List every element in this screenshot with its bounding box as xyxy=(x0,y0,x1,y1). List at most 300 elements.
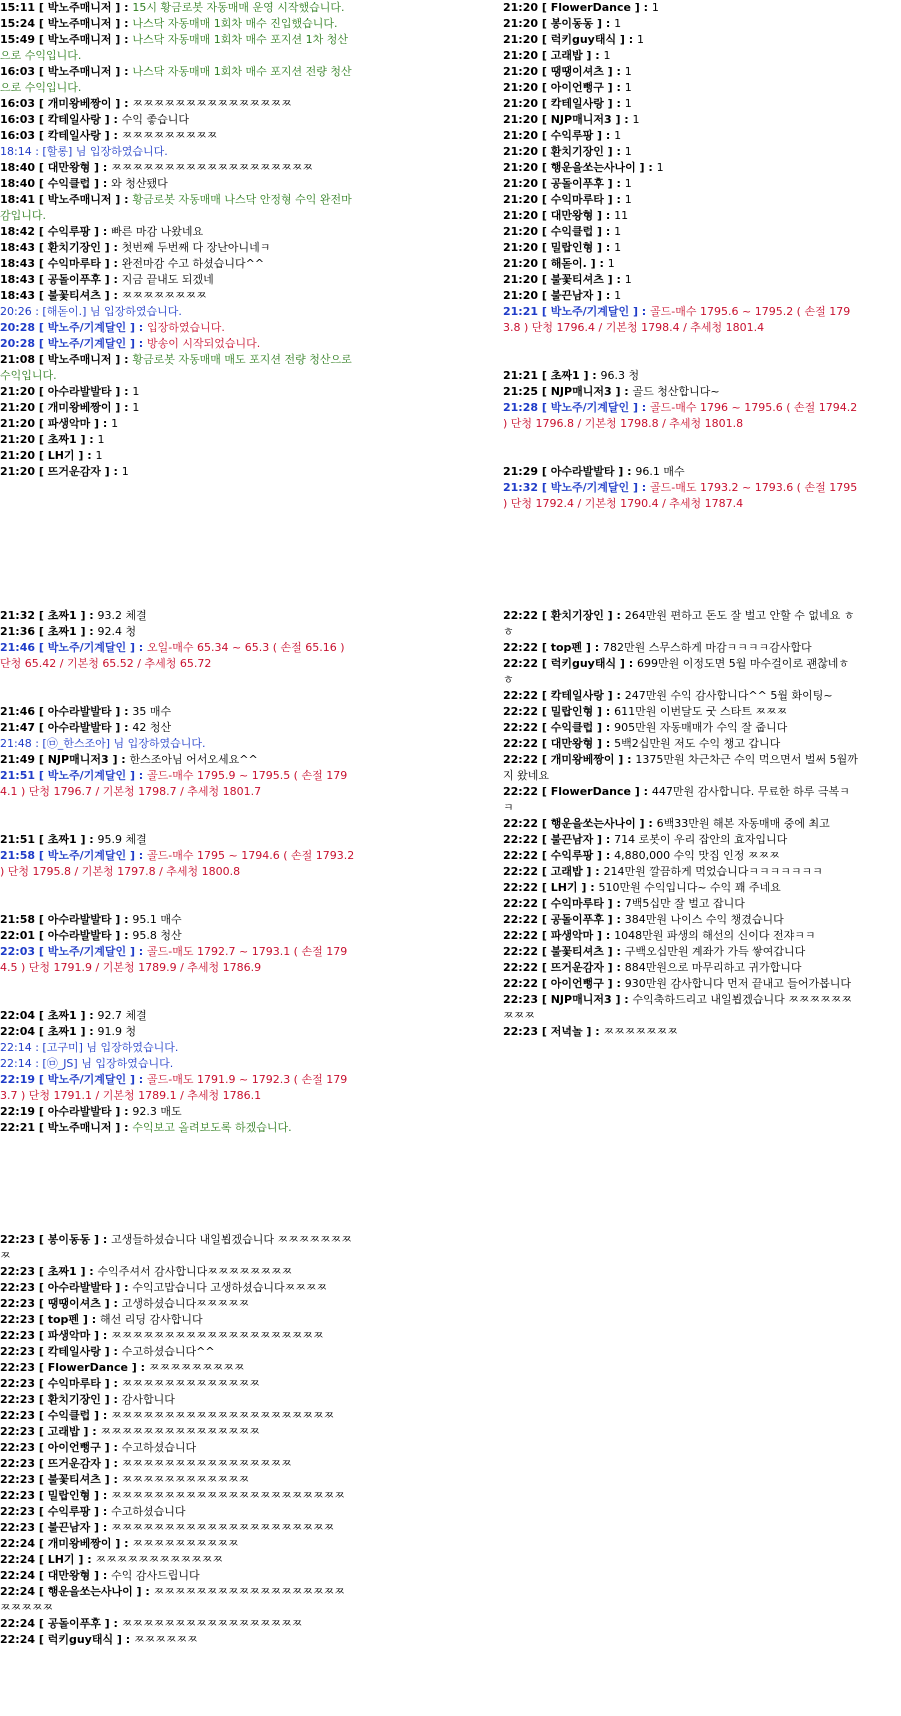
bracket-close: ] : xyxy=(100,1441,122,1454)
chat-message xyxy=(0,640,355,672)
sender-name[interactable]: 칵테일사랑 xyxy=(47,113,101,126)
chat-message xyxy=(0,1536,355,1552)
bracket-open: [ xyxy=(35,1329,48,1342)
bracket-close: ] : xyxy=(593,225,615,238)
message-time: 22:23 xyxy=(0,1281,36,1294)
bracket-open: [ xyxy=(538,913,551,926)
sender-name[interactable]: 저녁놀 xyxy=(550,1025,583,1038)
bracket-open: [ xyxy=(538,817,551,830)
chat-message xyxy=(503,656,858,688)
sender-name[interactable]: 땡땡이셔츠 xyxy=(550,65,604,78)
bracket-open: [ xyxy=(35,1489,48,1502)
chat-message xyxy=(0,400,355,416)
sender-name[interactable]: 박노주/기계달인 xyxy=(47,641,127,654)
message-text: ㅉㅉㅉㅉㅉㅉㅉㅉㅉㅉㅉㅉㅉㅉㅉㅉㅉㅉㅉㅉㅉ xyxy=(111,1521,335,1534)
message-text: ㅉㅉㅉㅉㅉㅉ xyxy=(134,1633,198,1646)
bracket-close: ] : xyxy=(577,881,599,894)
chat-message xyxy=(0,1280,355,1296)
sender-name[interactable]: 개미왕베짱이 xyxy=(550,753,615,766)
sender-name[interactable]: 환치기장인 xyxy=(47,241,101,254)
bracket-open: [ xyxy=(538,609,551,622)
bracket-open: [ xyxy=(35,417,48,430)
chat-message xyxy=(0,608,355,624)
sender-name[interactable]: 환치기장인 xyxy=(550,145,604,158)
bracket-close: ] : xyxy=(579,369,601,382)
bracket-open: [ xyxy=(538,97,551,110)
sender-name[interactable]: 박노주/기계달인 xyxy=(47,337,127,350)
bracket-open: [ xyxy=(35,385,48,398)
sender-name[interactable]: 공돌이푸후 xyxy=(550,913,604,926)
bracket-open: [ xyxy=(35,1425,48,1438)
sender-name[interactable]: 아이언뻥구 xyxy=(550,81,604,94)
sender-name[interactable]: 수익클럽 xyxy=(47,177,91,190)
bracket-open: [ xyxy=(35,353,48,366)
bracket-open: [ xyxy=(538,289,551,302)
message-time: 22:22 xyxy=(503,913,539,926)
message-time: 21:29 xyxy=(503,465,539,478)
message-text: 247만원 수익 감사합니다^^ 5월 화이팅~ xyxy=(624,689,833,702)
bracket-open: [ xyxy=(35,193,48,206)
message-text: ㅉㅉㅉㅉㅉㅉㅉㅉㅉㅉㅉㅉㅉㅉㅉㅉㅉㅉㅉㅉㅉ xyxy=(111,1409,335,1422)
sender-name[interactable]: 수익루팡 xyxy=(47,1505,91,1518)
message-time: 22:22 xyxy=(503,689,539,702)
message-text: 골드-매수 1796 ~ 1795.6 ( 손절 1794.2 ) 단청 1796.8 / 기본청 1798.8 / 추세청 1801.8 xyxy=(503,401,858,430)
chat-message xyxy=(0,1392,355,1408)
sender-name[interactable]: 불꽃티셔츠 xyxy=(47,1473,101,1486)
message-text: 감사합니다 xyxy=(121,1393,175,1406)
message-time: 22:23 xyxy=(0,1329,36,1342)
message-time: 21:47 xyxy=(0,721,36,734)
sender-name[interactable]: 파생악마 xyxy=(550,929,594,942)
sender-name[interactable]: 밀랍인형 xyxy=(47,1489,91,1502)
message-time: 21:20 xyxy=(503,113,539,126)
message-time: 22:04 xyxy=(0,1009,36,1022)
message-text: 96.1 매수 xyxy=(635,465,685,478)
sender-name[interactable]: 수익클럽 xyxy=(550,225,594,238)
sender-name[interactable]: 박노주매니저 xyxy=(47,33,112,46)
sender-name[interactable]: 땡땡이셔츠 xyxy=(47,1297,101,1310)
bracket-close: ] : xyxy=(593,737,615,750)
sender-name[interactable]: 박노주매니저 xyxy=(47,65,112,78)
message-text: 447만원 감사합니다. 무료한 하루 극복ㅋㅋ xyxy=(503,785,850,814)
bracket-close: ] : xyxy=(603,609,625,622)
chat-spacer xyxy=(503,336,858,368)
sender-name[interactable]: 환치기장인 xyxy=(550,609,604,622)
chat-message xyxy=(503,832,858,848)
chat-message xyxy=(0,1328,355,1344)
sender-name[interactable]: 초짜1 xyxy=(47,625,77,638)
sender-name[interactable]: 개미왕베짱이 xyxy=(47,97,112,110)
sender-name[interactable]: 박노주/기계달인 xyxy=(550,401,630,414)
sender-name[interactable]: top펜 xyxy=(47,1313,80,1326)
sender-name[interactable]: 대만왕형 xyxy=(47,161,91,174)
sender-name[interactable]: 초짜1 xyxy=(550,369,580,382)
sender-name[interactable]: 불끈남자 xyxy=(47,1521,91,1534)
bracket-open: [ xyxy=(538,865,551,878)
bracket-open: [ xyxy=(35,321,48,334)
message-time: 22:22 xyxy=(503,705,539,718)
chat-message xyxy=(0,1104,355,1120)
sender-name[interactable]: 아수라발발타 xyxy=(550,465,615,478)
bracket-close: ] : xyxy=(611,113,633,126)
chat-panel-2 xyxy=(503,0,858,512)
bracket-open: [ xyxy=(35,177,48,190)
bracket-close: ] : xyxy=(113,1633,135,1646)
bracket-close: ] : xyxy=(90,225,112,238)
chat-message xyxy=(0,1568,355,1584)
sender-name[interactable]: 초짜1 xyxy=(47,1265,77,1278)
bracket-open: [ xyxy=(35,1441,48,1454)
sender-name[interactable]: 개미왕베짱이 xyxy=(47,401,112,414)
bracket-open: [ xyxy=(538,193,551,206)
sender-name[interactable]: 개미왕베짱이 xyxy=(47,1537,112,1550)
message-text: 수익고맙습니다 고생하셨습니다ㅉㅉㅉㅉ xyxy=(132,1281,328,1294)
bracket-open: [ xyxy=(538,849,551,862)
chat-message xyxy=(0,720,355,736)
bracket-open: [ xyxy=(35,225,48,238)
bracket-close: ] : xyxy=(603,273,625,286)
bracket-open: [ xyxy=(35,337,48,350)
sender-name[interactable]: 파생악마 xyxy=(47,417,91,430)
bracket-open: [ xyxy=(538,17,551,30)
sender-name[interactable]: FlowerDance xyxy=(47,1361,128,1374)
chat-message xyxy=(503,896,858,912)
sender-name[interactable]: 뜨거운감자 xyxy=(550,961,604,974)
sender-name[interactable]: 수익루팡 xyxy=(550,849,594,862)
sender-name[interactable]: 행운을쏘는사나이 xyxy=(550,817,636,830)
message-text: 905만원 자동매매가 수익 잘 줍니다 xyxy=(614,721,788,734)
bracket-open: [ xyxy=(538,65,551,78)
message-text: 골드-매수 1795 ~ 1794.6 ( 손절 1793.2 ) 단청 1795.8 / 기본청 1797.8 / 추세청 1800.8 xyxy=(0,849,355,878)
message-text: 수고하셨습니다 xyxy=(121,1441,197,1454)
bracket-close: ] : xyxy=(593,705,615,718)
message-text: 골드-매도 1791.9 ~ 1792.3 ( 손절 1793.7 ) 단청 1791.1 / 기본청 1789.1 / 추세청 1786.1 xyxy=(0,1073,348,1102)
message-time: 21:08 xyxy=(0,353,36,366)
chat-message xyxy=(0,32,355,64)
sender-name[interactable]: 럭키guy태식 xyxy=(47,1633,114,1646)
sender-name[interactable]: 박노주매니저 xyxy=(47,353,112,366)
message-time: 22:23 xyxy=(0,1313,36,1326)
message-text: ㅉㅉㅉㅉㅉㅉㅉㅉㅉ xyxy=(121,129,218,142)
sender-name[interactable]: 박노주/기계달인 xyxy=(550,481,630,494)
bracket-open: [ xyxy=(35,849,48,862)
bracket-close: ] : xyxy=(603,193,625,206)
bracket-close: ] : xyxy=(111,1,133,14)
sender-name[interactable]: 행운을쏘는사나이 xyxy=(47,1585,133,1598)
message-time: 21:20 xyxy=(503,129,539,142)
message-time: 22:22 xyxy=(503,929,539,942)
bracket-open: [ xyxy=(538,305,551,318)
chat-message xyxy=(503,944,858,960)
sender-name[interactable]: 수익마루타 xyxy=(47,1377,101,1390)
message-time: 22:23 xyxy=(0,1297,36,1310)
bracket-close: ] : xyxy=(603,689,625,702)
sender-name[interactable]: 럭키guy태식 xyxy=(550,33,617,46)
message-text: 92.7 체결 xyxy=(97,1009,147,1022)
sender-name[interactable]: 아이언뻥구 xyxy=(47,1441,101,1454)
sender-name[interactable]: 불끈남자 xyxy=(550,289,594,302)
chat-message xyxy=(0,1584,355,1616)
bracket-close: ] : xyxy=(614,465,636,478)
chat-message xyxy=(503,48,858,64)
chat-message xyxy=(503,80,858,96)
message-text: 나스닥 자동매매 1회차 매수 포지션 1차 청산으로 수익입니다. xyxy=(0,33,349,62)
message-text: 5백2십만원 저도 수익 챙고 갑니다 xyxy=(614,737,781,750)
sender-name[interactable]: 칵테일사랑 xyxy=(47,1345,101,1358)
chat-message xyxy=(0,240,355,256)
sender-name[interactable]: 아수라발발타 xyxy=(47,1105,112,1118)
message-text: 95.8 청산 xyxy=(132,929,182,942)
message-time: 21:58 xyxy=(0,913,36,926)
sender-name[interactable]: LH기 xyxy=(550,881,578,894)
bracket-close: ] : xyxy=(582,49,604,62)
message-time: 21:28 xyxy=(503,401,539,414)
sender-name[interactable]: 럭키guy태식 xyxy=(550,657,617,670)
message-text: 골드-매수 1795.6 ~ 1795.2 ( 손절 1793.8 ) 단청 1796.4 / 기본청 1798.4 / 추세청 1801.4 xyxy=(503,305,851,334)
message-text: ㅉㅉㅉㅉㅉㅉㅉ xyxy=(603,1025,678,1038)
message-text: 1 xyxy=(95,449,103,462)
sender-name[interactable]: 대만왕형 xyxy=(550,737,594,750)
sender-name[interactable]: 고래밥 xyxy=(47,1425,80,1438)
bracket-open: [ xyxy=(538,929,551,942)
sender-name[interactable]: 밀랍인형 xyxy=(550,705,594,718)
sender-name[interactable]: 불끈남자 xyxy=(550,833,594,846)
message-text: 92.3 매도 xyxy=(132,1105,182,1118)
sender-name[interactable]: 수익클럽 xyxy=(47,1409,91,1422)
bracket-close: ] : xyxy=(603,177,625,190)
chat-message xyxy=(0,160,355,176)
chat-message xyxy=(0,448,355,464)
message-text: 오일-매수 65.34 ~ 65.3 ( 손절 65.16 ) 단청 65.42 / 기본청 65.52 / 추세청 65.72 xyxy=(0,641,345,670)
bracket-close: ] : xyxy=(100,1377,122,1390)
sender-name[interactable]: 수익마루타 xyxy=(47,257,101,270)
chat-message xyxy=(0,1408,355,1424)
bracket-close: ] : xyxy=(100,1297,122,1310)
bracket-close: ] : xyxy=(76,1009,98,1022)
message-time: 22:23 xyxy=(0,1233,36,1246)
message-time: 22:03 xyxy=(0,945,36,958)
message-time: 22:01 xyxy=(0,929,36,942)
sender-name[interactable]: 아수라발발타 xyxy=(47,385,112,398)
system-notice xyxy=(0,736,355,752)
sender-name[interactable]: NJP매니저3 xyxy=(550,385,612,398)
sender-name[interactable]: 해돋이. xyxy=(550,257,587,270)
bracket-open: [ xyxy=(35,289,48,302)
bracket-open: [ xyxy=(35,609,48,622)
chat-message xyxy=(503,240,858,256)
sender-name[interactable]: 고래밥 xyxy=(550,49,583,62)
sender-name[interactable]: 박노주/기계달인 xyxy=(550,305,630,318)
chat-message xyxy=(0,832,355,848)
bracket-close: ] : xyxy=(582,1025,604,1038)
message-time: 21:20 xyxy=(503,209,539,222)
bracket-open: [ xyxy=(35,1585,48,1598)
chat-message xyxy=(0,912,355,928)
bracket-close: ] : xyxy=(111,913,133,926)
bracket-open: [ xyxy=(35,33,48,46)
chat-message xyxy=(503,880,858,896)
sender-name[interactable]: top펜 xyxy=(550,641,583,654)
chat-message xyxy=(503,208,858,224)
chat-message xyxy=(503,640,858,656)
sender-name[interactable]: 아수라발발타 xyxy=(47,929,112,942)
message-text: 1 xyxy=(624,65,632,78)
sender-name[interactable]: 불꽃티셔츠 xyxy=(47,289,101,302)
sender-name[interactable]: 고래밥 xyxy=(550,865,583,878)
sender-name[interactable]: 대만왕형 xyxy=(550,209,594,222)
chat-message xyxy=(503,160,858,176)
message-time: 22:22 xyxy=(503,721,539,734)
chat-message xyxy=(0,128,355,144)
chat-panel-5 xyxy=(0,1232,355,1648)
sender-name[interactable]: 칵테일사랑 xyxy=(550,97,604,110)
sender-name[interactable]: LH기 xyxy=(47,1553,75,1566)
sender-name[interactable]: 칵테일사랑 xyxy=(550,689,604,702)
bracket-close: ] : xyxy=(586,257,608,270)
message-time: 21:20 xyxy=(503,193,539,206)
sender-name[interactable]: 수익마루타 xyxy=(550,193,604,206)
message-time: 22:22 xyxy=(503,977,539,990)
sender-name[interactable]: 행운을쏘는사나이 xyxy=(550,161,636,174)
message-time: 18:43 xyxy=(0,241,36,254)
sender-name[interactable]: 공돌이푸후 xyxy=(550,177,604,190)
sender-name[interactable]: 아이언뻥구 xyxy=(550,977,604,990)
message-time: 22:04 xyxy=(0,1025,36,1038)
message-time: 22:23 xyxy=(0,1345,36,1358)
bracket-close: ] : xyxy=(76,1025,98,1038)
sender-name[interactable]: NJP매니저3 xyxy=(550,113,612,126)
bracket-close: ] : xyxy=(603,897,625,910)
sender-name[interactable]: 초짜1 xyxy=(47,609,77,622)
chat-message xyxy=(503,720,858,736)
message-text: 384만원 나이스 수익 챙겼습니다 xyxy=(624,913,784,926)
sender-name[interactable]: 박노주매니저 xyxy=(47,17,112,30)
message-time: 22:19 xyxy=(0,1073,36,1086)
sender-name[interactable]: 박노주매니저 xyxy=(47,1,112,14)
bracket-open: [ xyxy=(35,929,48,942)
bracket-close: ] : xyxy=(76,1265,98,1278)
bracket-open: [ xyxy=(538,945,551,958)
bracket-open: [ xyxy=(35,1009,48,1022)
bracket-close: ] : xyxy=(90,1489,112,1502)
sender-name[interactable]: 봉이동동 xyxy=(550,17,594,30)
sender-name[interactable]: 초짜1 xyxy=(47,433,77,446)
sender-name[interactable]: 수익클럽 xyxy=(550,721,594,734)
bracket-close: ] : xyxy=(100,241,122,254)
sender-name[interactable]: 봉이동동 xyxy=(47,1233,91,1246)
bracket-close: ] : xyxy=(111,705,133,718)
sender-name[interactable]: NJP매니저3 xyxy=(550,993,612,1006)
message-time: 21:20 xyxy=(503,81,539,94)
chat-message xyxy=(503,112,858,128)
bracket-close: ] : xyxy=(90,1521,112,1534)
message-text: 95.9 체결 xyxy=(97,833,147,846)
sender-name[interactable]: 박노주/기계달인 xyxy=(47,849,127,862)
sender-name[interactable]: 불꽃티셔츠 xyxy=(550,945,604,958)
message-time: 18:43 xyxy=(0,257,36,270)
bracket-open: [ xyxy=(538,833,551,846)
sender-name[interactable]: 칵테일사랑 xyxy=(47,129,101,142)
bracket-open: [ xyxy=(538,209,551,222)
message-time: 15:24 xyxy=(0,17,36,30)
bracket-close: ] : xyxy=(126,849,148,862)
sender-name[interactable]: 박노주/기계달인 xyxy=(47,769,127,782)
sender-name[interactable]: FlowerDance xyxy=(550,1,631,14)
sender-name[interactable]: 밀랍인형 xyxy=(550,241,594,254)
sender-name[interactable]: 수익마루타 xyxy=(550,897,604,910)
bracket-close: ] : xyxy=(629,481,651,494)
bracket-open: [ xyxy=(35,1377,48,1390)
message-time: 22:23 xyxy=(503,1025,539,1038)
bracket-open: [ xyxy=(35,257,48,270)
message-time: 22:24 xyxy=(0,1617,36,1630)
sender-name[interactable]: 공돌이푸후 xyxy=(47,273,101,286)
chat-message xyxy=(503,928,858,944)
chat-message xyxy=(0,272,355,288)
bracket-close: ] : xyxy=(111,401,133,414)
message-text: 골드-매도 1792.7 ~ 1793.1 ( 손절 1794.5 ) 단청 1791.9 / 기본청 1789.9 / 추세청 1786.9 xyxy=(0,945,348,974)
sender-name[interactable]: NJP매니저3 xyxy=(47,753,109,766)
chat-message xyxy=(503,0,858,16)
sender-name[interactable]: 수익루팡 xyxy=(47,225,91,238)
chat-message xyxy=(0,432,355,448)
bracket-close: ] : xyxy=(126,641,148,654)
sender-name[interactable]: 초짜1 xyxy=(47,1009,77,1022)
message-text: 1 xyxy=(637,33,645,46)
sender-name[interactable]: 아수라발발타 xyxy=(47,1281,112,1294)
message-text: 수익보고 올려보도록 하겠습니다. xyxy=(132,1121,292,1134)
sender-name[interactable]: 아수라발발타 xyxy=(47,705,112,718)
sender-name[interactable]: 박노주/기계달인 xyxy=(47,1073,127,1086)
bracket-close: ] : xyxy=(593,17,615,30)
bracket-open: [ xyxy=(35,273,48,286)
bracket-close: ] : xyxy=(127,1361,149,1374)
chat-spacer xyxy=(503,432,858,464)
bracket-open: [ xyxy=(35,401,48,414)
message-text: 92.4 청 xyxy=(97,625,137,638)
bracket-close: ] : xyxy=(593,929,615,942)
sender-name[interactable]: FlowerDance xyxy=(550,785,631,798)
sender-name[interactable]: 뜨거운감자 xyxy=(47,1457,101,1470)
sender-name[interactable]: 초짜1 xyxy=(47,1025,77,1038)
sender-name[interactable]: 수익루팡 xyxy=(550,129,594,142)
sender-name[interactable]: 박노주/기계달인 xyxy=(47,945,127,958)
sender-name[interactable]: 박노주매니저 xyxy=(47,1121,112,1134)
sender-name[interactable]: 아수라발발타 xyxy=(47,913,112,926)
sender-name[interactable]: 초짜1 xyxy=(47,833,77,846)
sender-name[interactable]: 대만왕형 xyxy=(47,1569,91,1582)
sender-name[interactable]: 아수라발발타 xyxy=(47,721,112,734)
message-text: 35 매수 xyxy=(132,705,172,718)
sender-name[interactable]: 파생악마 xyxy=(47,1329,91,1342)
bracket-open: [ xyxy=(538,737,551,750)
bracket-close: ] : xyxy=(90,1409,112,1422)
sender-name[interactable]: LH기 xyxy=(47,449,75,462)
chat-message xyxy=(0,416,355,432)
sender-name[interactable]: 뜨거운감자 xyxy=(47,465,101,478)
message-time: 22:22 xyxy=(503,785,539,798)
sender-name[interactable]: 공돌이푸후 xyxy=(47,1617,101,1630)
sender-name[interactable]: 환치기장인 xyxy=(47,1393,101,1406)
message-text: 1 xyxy=(614,241,622,254)
sender-name[interactable]: 박노주/기계달인 xyxy=(47,321,127,334)
sender-name[interactable]: 불꽃티셔츠 xyxy=(550,273,604,286)
bracket-open: [ xyxy=(35,1281,48,1294)
sender-name[interactable]: 박노주매니저 xyxy=(47,193,112,206)
bracket-open: [ xyxy=(35,705,48,718)
message-time: 21:20 xyxy=(503,65,539,78)
bracket-close: ] : xyxy=(582,641,603,654)
